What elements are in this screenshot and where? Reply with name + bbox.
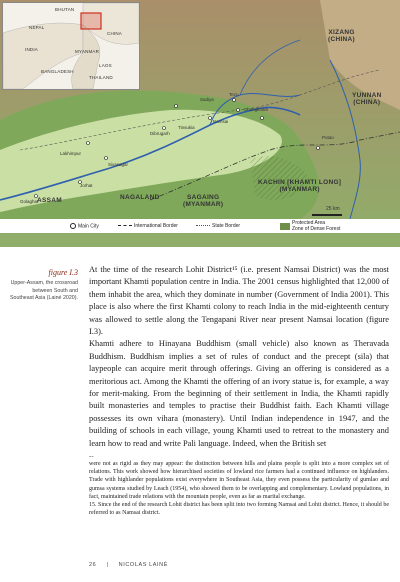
footnotes <box>89 460 389 517</box>
inset-label-bhutan: BHUTAN <box>55 7 75 12</box>
locator-inset-map <box>2 2 140 90</box>
city-label-chongkham: Chongkham <box>244 107 269 112</box>
city-label-golaghat: Golaghat <box>20 199 39 204</box>
inset-label-thailand: THAILAND <box>89 75 113 80</box>
figure-number: figure I.3 <box>48 268 78 277</box>
body-text <box>89 264 389 450</box>
region-label-xizang: XIZANG (CHINA) <box>328 29 356 43</box>
legend-international-border-label: International Border <box>134 223 178 229</box>
region-label-kachin: KACHIN [KHAMTI LONG] (MYANMAR) <box>258 179 342 193</box>
city-label-tezu: Tezu <box>229 92 239 97</box>
region-label-assam: ASSAM <box>37 197 62 204</box>
footnote-divider: -- <box>89 452 94 460</box>
legend-main-city-label: Main City <box>78 223 99 230</box>
legend-protected-area-label: Protected Area Zone of Dense Forest <box>292 220 341 232</box>
body-paragraph-1: At the time of the research Lohit District¹⁵ (i.e. present Namsai District) was the most important Khamti population centre in India. The 2001 census highlighted that 12,000 of them inhabit the area, which they dominate in number (Government of India 2001). This place is also where the first Khamti colony to reach India in the mid-eighteenth century was allowed to settle along the Tengapani River near present Namsai location (figure I.3). <box>89 265 389 337</box>
city-label-jorhat: Jorhat <box>80 183 93 188</box>
state-border-icon <box>196 225 210 226</box>
inset-label-china: CHINA <box>107 31 123 36</box>
international-border-icon <box>118 225 132 226</box>
figure-caption-text: Upper-Assam, the crossroad between South and Southeast Asia (Lainé 2020). <box>9 280 78 301</box>
region-label-sagaing: SAGAING (MYANMAR) <box>183 194 224 208</box>
main-city-icon <box>70 223 76 229</box>
running-author: NICOLAS LAINÉ <box>118 562 169 568</box>
body-paragraph-2: Khamti adhere to Hinayana Buddhism (small vehicle) also known as Theravada Buddhism. Buddhism implies a set of rules of conduct and the precept (sila) that laypeople can acquire merit through offerings. Giving an offering is considered as a meritorious act. Among the Khamti the offering of an ivory statue is, for example, a way for merit-making. From the beginning of their settlement in India, the Khamti rapidly built monasteries and temples to practise their Buddhist faith. Each Khamti village possesses its own vihara (monastery). Until Indian independence in 1947, and the building of schools in each village, young Khamti used to retreat to the monastery and learn how to read and write Pali language. Indeed, when the British set <box>89 339 389 448</box>
city-label-sivasagar: Sivasagar <box>108 162 129 167</box>
locator-svg <box>3 3 139 89</box>
scale-bar <box>312 214 342 216</box>
legend-state-border-label: State Border <box>212 223 241 229</box>
city-label-dibrugarh: Dibrugarh <box>150 131 170 136</box>
legend-international-border <box>118 223 178 229</box>
city-label-sadiya: Sadiya <box>200 97 214 102</box>
city-label-putao: Putao <box>322 135 334 140</box>
map-figure <box>0 0 400 247</box>
region-label-nagaland: NAGALAND <box>120 194 160 201</box>
footnote-continued: were not as rigid as they may appear: the distinction between hills and plains people is split into a more complex set of relations. This work showed how hierarchised societies of lowland rice farmers had a continued influence on highlanders. Trade with highlander populations exist everywhere in Southeast Asia, they even possess the particularity of gumlao and gumsa systems studied by Leach (1954), who showed them to be overlapping and complementary. Lowland populations, in fact, maintained trade relations with the mountain people, even as far as marital exchange. <box>89 461 389 500</box>
legend-state-border <box>196 223 240 229</box>
inset-label-nepal: NEPAL <box>29 25 45 30</box>
city-label-namsai: Namsai <box>213 119 229 124</box>
inset-label-laos: LAOS <box>99 63 112 68</box>
inset-label-india: INDIA <box>25 47 39 52</box>
inset-label-myanmar: MYANMAR <box>75 49 100 54</box>
protected-area-icon <box>280 223 290 230</box>
footer-separator: | <box>106 562 109 568</box>
scale-bar-label: 25 km <box>326 206 340 212</box>
inset-label-bangladesh: BANGLADESH <box>41 69 74 74</box>
legend-protected-area <box>280 220 340 232</box>
region-label-yunnan: YUNNAN (CHINA) <box>352 92 382 106</box>
map-legend <box>0 219 400 233</box>
page-footer <box>89 562 168 568</box>
footnote-15: 15. Since the end of the research Lohit district has been split into two forming Namsai and Lohit district. Hence, it should be referred to as Namsai district. <box>89 502 389 517</box>
figure-caption <box>8 268 78 303</box>
city-label-lakhimpur: Lakhimpur <box>60 151 82 156</box>
city-label-tinsukia: Tinsukia <box>178 125 195 130</box>
page-number: 26 <box>89 562 97 568</box>
legend-main-city <box>70 223 99 229</box>
